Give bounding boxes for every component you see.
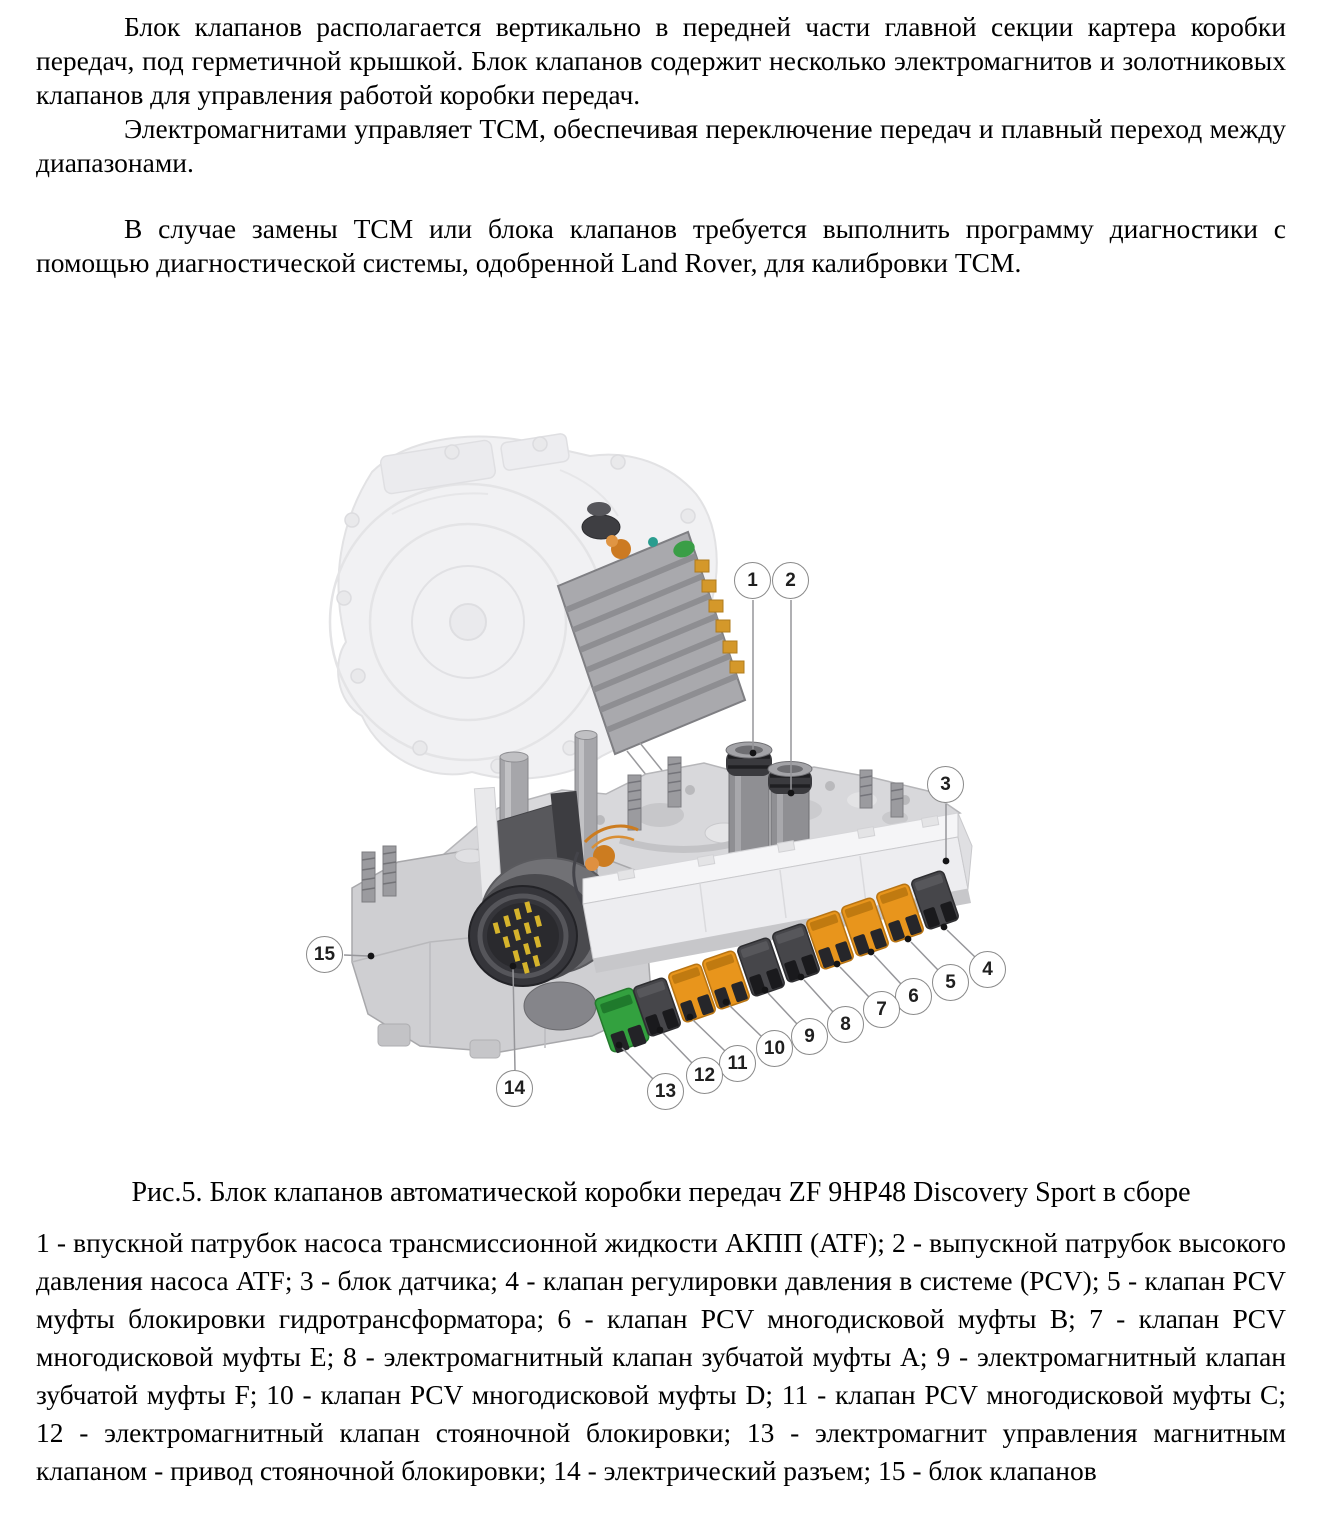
figure-legend: 1 - впускной патрубок насоса трансмиссионной жидкости АКПП (ATF); 2 - выпускной патрубок высокого давления насоса ATF; 3 - блок датчика; 4 - клапан регулировки давления в системе (PCV); 5 - клапан PCV муфты блокировки гидротрансформатора; 6 - клапан PCV многодисковой муфты B; 7 - клапан PCV многодисковой муфты E; 8 - электромагнитный клапан зубчатой муфты A; 9 - электромагнитный клапан зубчатой муфты F; 10 - клапан PCV многодисковой муфты D; 11 - клапан PCV многодисковой муфты C; 12 - электромагнитный клапан стояночной блокировки; 13 - электромагнит управления магнитным клапаном - привод стояночной блокировки; 14 - электрический разъем; 15 - блок клапанов — [36, 1226, 1286, 1486]
callout-5: 5 — [932, 964, 969, 1001]
callout-6: 6 — [895, 978, 932, 1015]
callout-3: 3 — [927, 766, 964, 803]
paragraph-3: В случае замены TCM или блока клапанов требуется выполнить программу диагностики с помощью диагностической системы, одобренной Land Rover, для калибровки TCM. — [36, 213, 1286, 278]
callout-2: 2 — [772, 562, 809, 599]
callout-14: 14 — [496, 1070, 533, 1107]
figure-diagram — [0, 430, 1320, 1136]
callout-9: 9 — [791, 1018, 828, 1055]
callout-4: 4 — [969, 951, 1006, 988]
body-text — [36, 10, 1286, 280]
callout-10: 10 — [756, 1030, 793, 1067]
callout-8: 8 — [827, 1006, 864, 1043]
callout-15: 15 — [306, 936, 343, 973]
callout-11: 11 — [719, 1045, 756, 1082]
callout-13: 13 — [647, 1073, 684, 1110]
paragraph-2: Электромагнитами управляет TCM, обеспечивая переключение передач и плавный переход между диапазонами. — [36, 113, 1286, 178]
upper-block-connector — [582, 515, 620, 539]
actuator-drum — [524, 982, 596, 1030]
figure-caption: Рис.5. Блок клапанов автоматической коробки передач ZF 9HP48 Discovery Sport в сборе — [131, 1177, 1191, 1208]
callout-7: 7 — [863, 991, 900, 1028]
paragraph-1: Блок клапанов располагается вертикально в передней части главной секции картера коробки передач, под герметичной крышкой. Блок клапанов содержит несколько электромагнитов и золотниковых клапанов для управления работой коробки передач. — [36, 11, 1286, 110]
callout-12: 12 — [686, 1057, 723, 1094]
figure-5 — [0, 430, 1320, 1136]
callout-1: 1 — [734, 562, 771, 599]
